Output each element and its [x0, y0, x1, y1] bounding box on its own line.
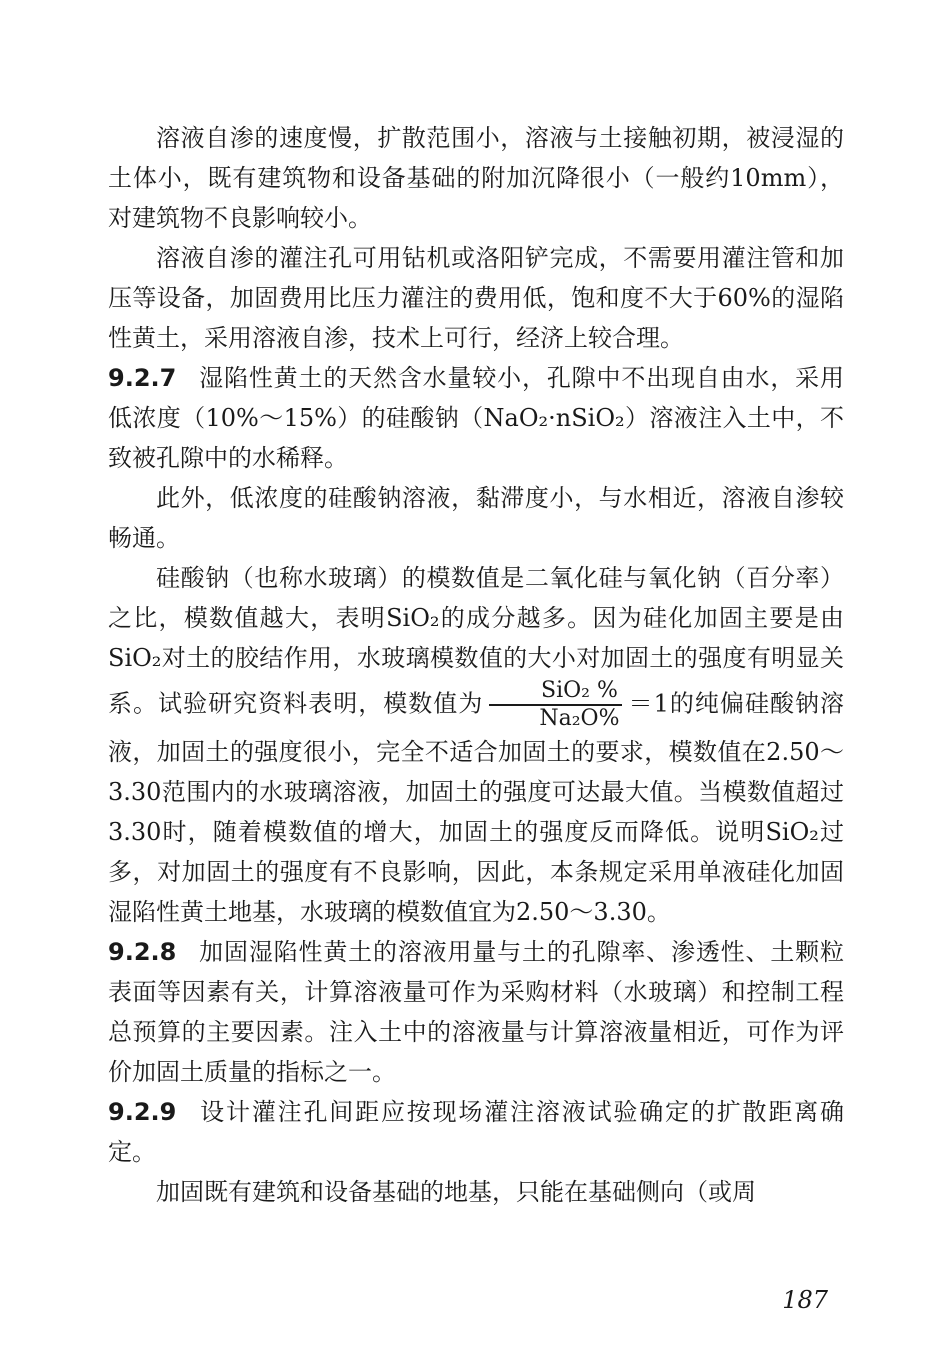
paragraph-grouting-holes: 溶液自渗的灌注孔可用钻机或洛阳铲完成，不需要用灌注管和加压等设备，加固费用比压力灌注的费用低，饱和度不大于60%的湿陷性黄土，采用溶液自渗，技术上可行，经济上较合理。 [108, 244, 844, 352]
clause-9-2-8 [108, 932, 844, 1092]
paragraph-existing-foundation: 加固既有建筑和设备基础的地基，只能在基础侧向（或周 [156, 1178, 756, 1206]
modulus-fraction [487, 678, 623, 732]
clause-text: 加固湿陷性黄土的溶液用量与土的孔隙率、渗透性、土颗粒表面等因素有关，计算溶液量可作为采购材料（水玻璃）和控制工程总预算的主要因素。注入土中的溶液量与计算溶液量相近，可作为评价加固土质量的指标之一。 [108, 938, 844, 1086]
clause-number: 9.2.8 [108, 938, 177, 966]
clause-9-2-7 [108, 358, 844, 478]
clause-number: 9.2.9 [108, 1098, 177, 1126]
body-text [108, 118, 844, 1212]
clause-text: 设计灌注孔间距应按现场灌注溶液试验确定的扩散距离确定。 [108, 1098, 844, 1166]
paragraph-modulus [108, 558, 844, 932]
modulus-text-before: 硅酸钠（也称水玻璃）的模数值是二氧化硅与氧化钠（百分率）之比，模数值越大，表明SiO₂的成分越多。因为硅化加固主要是由SiO₂对土的胶结作用，水玻璃模数值的大小对加固土的强度有明显关系。试验研究资料表明，模数值为 [108, 564, 844, 718]
clause-number: 9.2.7 [108, 364, 177, 392]
fraction-numerator: SiO₂ % [489, 678, 622, 706]
clause-9-2-9 [108, 1092, 844, 1172]
page-number: 187 [782, 1286, 828, 1314]
paragraph-seepage-speed: 溶液自渗的速度慢，扩散范围小，溶液与土接触初期，被浸湿的土体小，既有建筑物和设备基础的附加沉降很小（一般约10mm），对建筑物不良影响较小。 [108, 124, 844, 232]
clause-text: 湿陷性黄土的天然含水量较小，孔隙中不出现自由水，采用低浓度（10%～15%）的硅酸钠（NaO₂·nSiO₂）溶液注入土中，不致被孔隙中的水稀释。 [108, 364, 844, 472]
fraction-equals: ＝1 [627, 689, 669, 718]
fraction-denominator: Na₂O% [539, 706, 620, 731]
modulus-text-after: 的纯偏硅酸钠溶液，加固土的强度很小，完全不适合加固土的要求，模数值在2.50～3.30范围内的水玻璃溶液，加固土的强度可达最大值。当模数值超过3.30时，随着模数值的增大，加固土的强度反而降低。说明SiO₂过多，对加固土的强度有不良影响，因此，本条规定采用单液硅化加固湿陷性黄土地基，水玻璃的模数值宜为2.50～3.30。 [108, 689, 845, 926]
paragraph-low-concentration: 此外，低浓度的硅酸钠溶液，黏滞度小，与水相近，溶液自渗较畅通。 [108, 484, 844, 552]
